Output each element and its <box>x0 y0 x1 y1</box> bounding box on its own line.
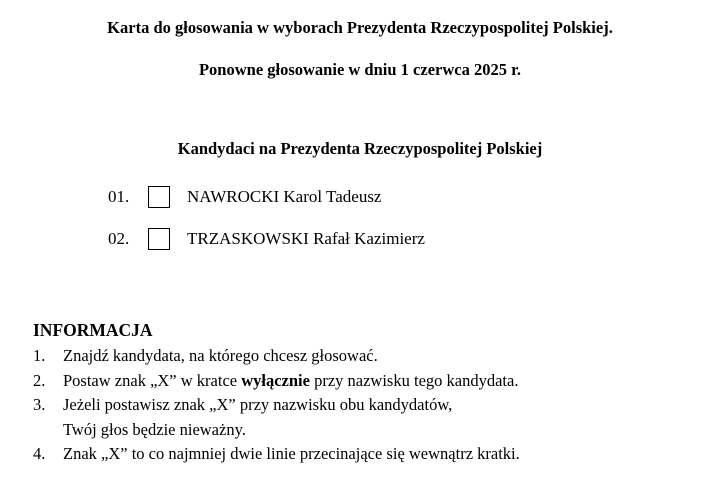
info-item-text <box>63 369 518 394</box>
info-item <box>33 369 520 394</box>
info-item-number: 4. <box>33 444 46 463</box>
candidate-number: 02. <box>108 229 130 248</box>
vote-checkbox[interactable] <box>148 186 170 208</box>
candidate-row <box>108 184 381 210</box>
info-item <box>33 442 520 467</box>
candidate-number: 01. <box>108 187 130 206</box>
info-item <box>33 393 520 442</box>
info-item-text-part: przy nazwisku tego kandydata. <box>309 370 519 390</box>
ballot-subtitle: Ponowne głosowanie w dniu 1 czerwca 2025 r. <box>198 60 522 79</box>
info-item-line: Twój głos będzie nieważny. <box>63 419 246 439</box>
candidate-name: NAWROCKI Karol Tadeusz <box>187 187 382 206</box>
ballot-title: Karta do głosowania w wyborach Prezydenta Rzeczypospolitej Polskiej. <box>107 18 613 37</box>
candidate-name: TRZASKOWSKI Rafał Kazimierz <box>187 229 425 248</box>
vote-checkbox[interactable] <box>148 228 170 250</box>
info-item-number: 2. <box>33 370 46 390</box>
info-item-number: 1. <box>33 346 46 365</box>
info-item-text: Znajdź kandydata, na którego chcesz głosować. <box>63 346 378 365</box>
info-item <box>33 344 520 369</box>
info-item-text-part: Postaw znak „X” w kratce <box>63 370 242 390</box>
info-item-number: 3. <box>33 395 46 414</box>
info-item-text: Znak „X” to co najmniej dwie linie przecinające się wewnątrz kratki. <box>63 444 520 463</box>
info-item-line: Jeżeli postawisz znak „X” przy nazwisku obu kandydatów, <box>63 395 453 414</box>
info-item-text <box>63 393 452 442</box>
candidate-row <box>108 226 425 252</box>
info-heading: INFORMACJA <box>33 320 153 340</box>
candidates-heading: Kandydaci na Prezydenta Rzeczypospolitej Polskiej <box>177 139 543 158</box>
info-list <box>33 344 520 467</box>
info-item-emphasis: wyłącznie <box>241 370 310 390</box>
